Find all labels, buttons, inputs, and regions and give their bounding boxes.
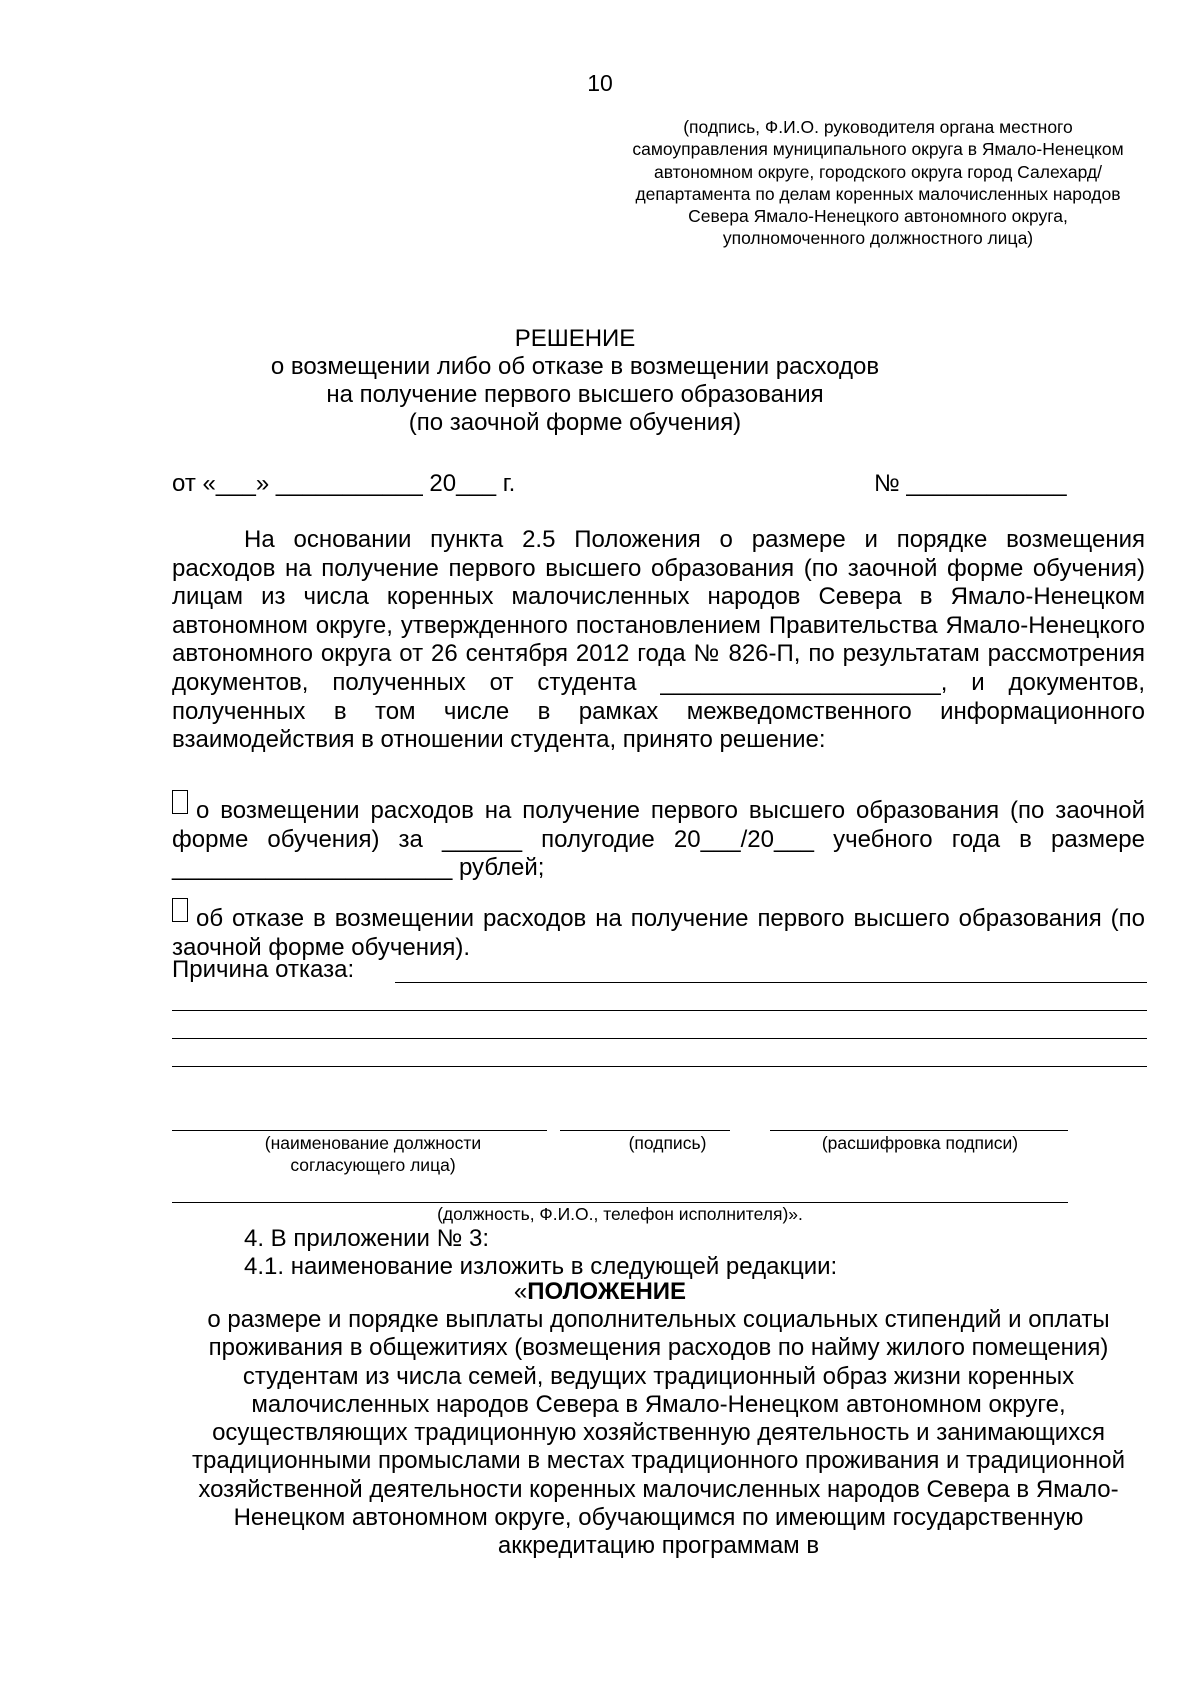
regulation-text: о размере и порядке выплаты дополнительных социальных стипендий и оплаты проживания в общежитиях (возмещения расходов по найму жилого помещения) студентам из числа семей, ведущих традиционный образ жизни коренных малочисленных народов Севера в Ямало-Ненецком автономном округе, осуществляющих традиционную хозяйственную деятельность и занимающихся традиционными промыслами в местах традиционного проживания и традиционной хозяйственной деятельности коренных малочисленных народов Севера в Ямало-Ненецком автономном округе, обучающимся по имеющим государственную аккредитацию программам в <box>192 1306 1125 1560</box>
decision-date-line: от «___» ___________ 20___ г. <box>172 470 516 497</box>
signature-line[interactable] <box>560 1130 730 1131</box>
item-4: 4. В приложении № 3: <box>244 1225 490 1252</box>
decision-number-line: № ____________ <box>874 470 1067 497</box>
basis-paragraph: На основании пункта 2.5 Положения о размере и порядке возмещения расходов на получение первого высшего образования (по заочной форме обучения) лицам из числа коренных малочисленных народов Севера в Ямало-Ненецком автономном округе, утвержденного постановлением Правительства Ямало-Ненецкого автономного округа от 26 сентября 2012 года № 826-П, по результатам рассмотрения документов, полученных от студента _____________________, и документов, полученных в том числе в рамках межведомственного информационного взаимодействия в отношении студента, принято решение: <box>172 526 1145 754</box>
option-reimburse <box>172 790 1145 883</box>
option-refuse <box>172 898 1145 962</box>
refuse-checkbox[interactable] <box>172 898 188 922</box>
regulation-heading <box>0 1278 1200 1306</box>
decision-title-block <box>200 325 950 437</box>
decoding-signature-line[interactable] <box>770 1130 1068 1131</box>
page-number: 10 <box>587 70 613 96</box>
decision-subtitle-3: (по заочной форме обучения) <box>408 409 742 436</box>
regulation-heading-title: ПОЛОЖЕНИЕ <box>527 1278 687 1305</box>
decision-subtitle-1: о возмещении либо об отказе в возмещении расходов <box>270 353 880 380</box>
item-4-1: 4.1. наименование изложить в следующей редакции: <box>244 1253 838 1280</box>
executor-caption: (должность, Ф.И.О., телефон исполнителя)». <box>437 1204 803 1224</box>
reimburse-checkbox[interactable] <box>172 790 188 814</box>
refusal-reason-line-2[interactable] <box>172 1010 1147 1011</box>
position-caption: (наименование должности согласующего лица) <box>264 1133 482 1175</box>
decoding-caption: (расшифровка подписи) <box>821 1133 1019 1153</box>
regulation-heading-quote: « <box>513 1278 528 1305</box>
refusal-reason-line-1[interactable] <box>395 982 1147 983</box>
decision-subtitle-2: на получение первого высшего образования <box>326 381 824 408</box>
refusal-reason-line-4[interactable] <box>172 1066 1147 1067</box>
signature-caption-small: (подпись) <box>628 1133 707 1153</box>
option-refuse-text: об отказе в возмещении расходов на получение первого высшего образования (по заочной форме обучения). <box>172 905 1145 961</box>
option-reimburse-text: о возмещении расходов на получение первого высшего образования (по заочной форме обучения) за ______ полугодие 20___/20___ учебного года в размере _____________________ рублей; <box>172 797 1145 882</box>
refusal-reason-line-3[interactable] <box>172 1038 1147 1039</box>
signature-caption: (подпись, Ф.И.О. руководителя органа местного самоуправления муниципального округа в Ямало-Ненецком автономном округе, городского округа город Салехард/департамента по делам коренных малочисленных народов Севера Ямало-Ненецкого автономного округа, уполномоченного должностного лица) <box>632 117 1124 249</box>
decision-title: РЕШЕНИЕ <box>514 325 636 352</box>
position-signature-line[interactable] <box>172 1130 547 1131</box>
refusal-reason-label: Причина отказа: <box>172 956 355 983</box>
